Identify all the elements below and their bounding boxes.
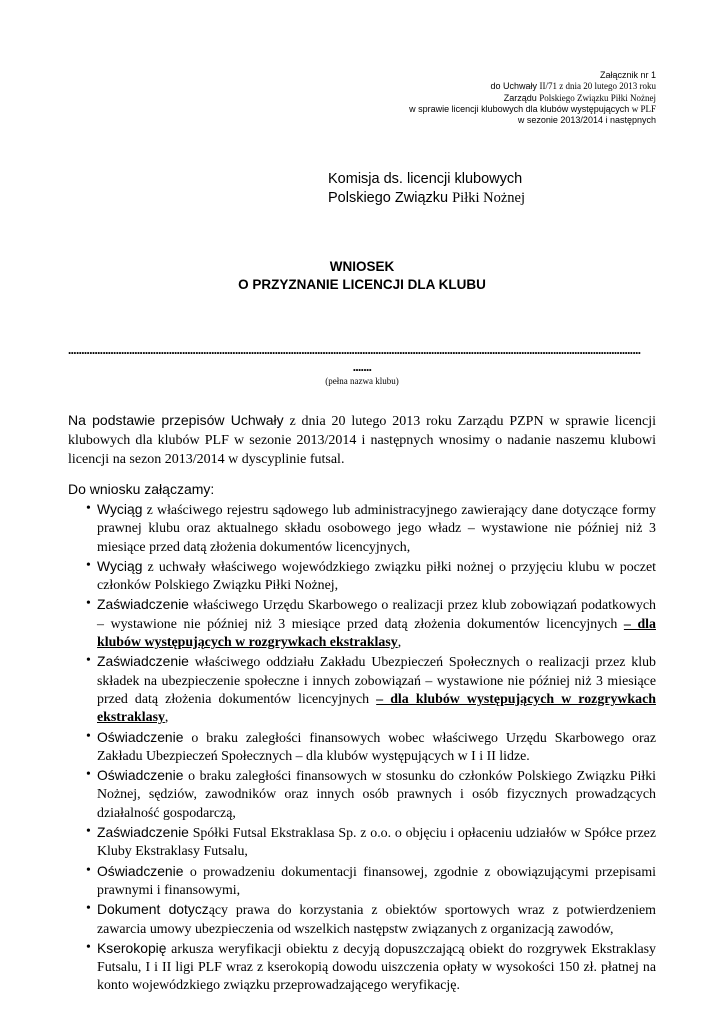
- item-lead: Zaświadczenie: [97, 596, 189, 613]
- item-text: z uchwały właściwego wojewódzkiego związku piłki nożnej o przyjęciu klubu w poczet członków Polskiego Związku Piłki Nożnej,: [97, 559, 656, 594]
- item-tail: ,: [397, 635, 402, 651]
- bullet-icon: •: [86, 862, 91, 878]
- annex-resolution-label: do Uchwały: [490, 81, 540, 92]
- intro-paragraph: [68, 411, 656, 469]
- club-name-fill-line-2: .......: [352, 359, 372, 374]
- list-item: [86, 728, 656, 767]
- item-text: o braku zaległości finansowych wobec właściwego Urzędu Skarbowego oraz Zakładu Ubezpieczeń Społecznych – dla klubów występujących w I i II lidze.: [97, 730, 656, 764]
- intro-lead: Na podstawie przepisów Uchwały: [68, 412, 284, 428]
- item-text: z właściwego rejestru sądowego lub administracyjnego zawierający dane dotyczące formy prawnej klubu oraz aktualnego składu osobowego jego władz – wystawione nie później niż 3 miesiące przed datą złożenia dokumentów licencyjnych,: [97, 503, 656, 555]
- item-lead: Wyciąg: [97, 557, 143, 574]
- annex-association: Polskiego Związku Piłki Nożnej: [539, 92, 656, 103]
- list-item: [86, 500, 656, 557]
- list-item: [86, 557, 656, 596]
- addressee-line-2: [328, 189, 525, 208]
- intro-text: z dnia 20 lutego 2013 roku Zarządu PZPN w sprawie licencji klubowych dla klubów PLF w sezonie 2013/2014 i następnych wnosimy o nadanie naszemu klubowi licencji na sezon 2013/2014 w dyscyplinie futsal.: [68, 414, 656, 467]
- item-lead: Zaświadczenie: [97, 653, 189, 670]
- bullet-icon: •: [86, 824, 91, 840]
- annex-subject: w sprawie licencji klubowych dla klubów występujących: [409, 103, 632, 114]
- annex-board-label: Zarządu: [503, 92, 540, 103]
- item-text: o prowadzeniu dokumentacji finansowej, zgodnie z obowiązującymi przepisami prawnymi i finansowymi,: [97, 864, 656, 898]
- item-lead: Oświadczenie: [97, 767, 184, 784]
- item-text: właściwego oddziału Zakładu Ubezpieczeń Społecznych o realizacji przez klub składek na ubezpieczenie społeczne i innych zobowiązań – wystawione nie później niż 3 miesiące przed datą złożenia dokumentów licencyjnych: [97, 655, 656, 707]
- list-item: [86, 823, 656, 862]
- annex-line-2: [409, 81, 656, 92]
- bullet-icon: •: [86, 901, 91, 917]
- annex-header: [409, 70, 656, 126]
- addressee: [328, 170, 525, 208]
- bullet-icon: •: [86, 653, 91, 669]
- item-lead: Kserokopię: [97, 939, 167, 956]
- item-lead: Dokument dotycz: [97, 901, 209, 918]
- bullet-icon: •: [86, 939, 91, 955]
- list-item: [86, 766, 656, 823]
- addressee-line-1: Komisja ds. licencji klubowych: [328, 171, 523, 187]
- item-text: arkusza weryfikacji obiektu z decyją dopuszczającą obiekt do rozgrywek Ekstraklasy Futsalu, I i II ligi PLF wraz z kserokopią dowodu uiszczenia opłaty w wysokości 150 zł. płatnej na konto wojewódzkiego związku przeprowadzającego weryfikację.: [97, 941, 656, 994]
- bullet-icon: •: [86, 767, 91, 783]
- item-emphasis: – dla klubów występujących w rozgrywkach ekstraklasy: [97, 691, 656, 726]
- item-text: Spółki Futsal Ekstraklasa Sp. z o.o. o objęciu i opłaceniu udziałów w Spółce przez Kluby Ekstraklasy Futsalu,: [97, 826, 656, 860]
- attachments-heading: Do wniosku załączamy:: [68, 481, 215, 497]
- list-item: [86, 652, 656, 727]
- annex-line-5: [409, 115, 656, 126]
- bullet-icon: •: [86, 501, 91, 516]
- annex-resolution-date: II/71 z dnia 20 lutego 2013 roku: [539, 81, 656, 92]
- title-line-1: WNIOSEK: [329, 259, 395, 274]
- addressee-association-a: Polskiego Związku: [328, 190, 453, 206]
- item-text: o braku zaległości finansowych w stosunku do członków Polskiego Związku Piłki Nożnej, sędziów, zawodników oraz innych osób prawnych i osób fizycznych prowadzących działalność gospodarczą,: [97, 769, 656, 821]
- addressee-association-b: Piłki Nożnej: [452, 190, 526, 206]
- item-text: ący prawa do korzystania z obiektów sportowych wraz z potwierdzeniem zawarcia umowy ubezpieczenia od wszelkich następstw związanych z organizacją zawodów,: [97, 903, 656, 937]
- annex-line-1: [409, 70, 656, 81]
- club-name-fill-line: ........................................................................................................................................................................................................................: [68, 342, 641, 357]
- annex-subject-end: w PLF: [631, 103, 656, 114]
- annex-number: Załącznik nr 1: [599, 70, 656, 80]
- bullet-icon: •: [86, 728, 91, 744]
- club-name-caption: (pełna nazwa klubu): [325, 376, 399, 386]
- bullet-icon: •: [86, 596, 91, 612]
- bullet-icon: •: [86, 557, 91, 573]
- item-emphasis: – dla klubów występujących w rozgrywkach ekstraklasy: [97, 616, 656, 651]
- document-title: [0, 258, 724, 294]
- list-item: [86, 595, 656, 652]
- list-item: [86, 939, 656, 996]
- item-lead: Oświadczenie: [97, 862, 184, 879]
- annex-season: w sezonie 2013/2014 i następnych: [517, 115, 656, 126]
- attachments-list: [86, 500, 656, 996]
- item-lead: Wyciąg: [97, 501, 143, 517]
- list-item: [86, 862, 656, 901]
- list-item: [86, 900, 656, 939]
- item-text: właściwego Urzędu Skarbowego o realizacji przez klub zobowiązań podatkowych – wystawione nie później niż 3 miesiące przed datą złożenia dokumentów licencyjnych: [97, 598, 656, 632]
- item-lead: Oświadczenie: [97, 728, 184, 745]
- title-line-2: O PRZYZNANIE LICENCJI DLA KLUBU: [238, 277, 486, 292]
- annex-line-4: [409, 104, 656, 115]
- annex-line-3: [409, 93, 656, 104]
- item-lead: Zaświadczenie: [97, 824, 189, 841]
- item-tail: ,: [164, 710, 169, 726]
